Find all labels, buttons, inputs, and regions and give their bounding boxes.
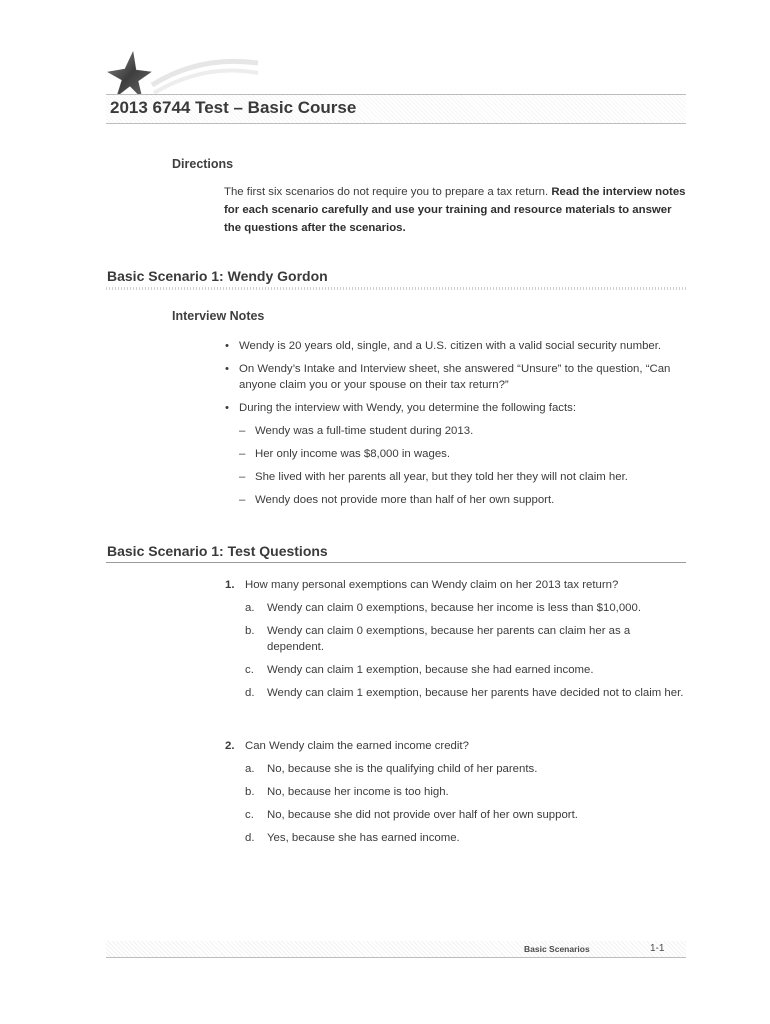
interview-notes (225, 338, 690, 515)
directions-heading: Directions (172, 157, 234, 171)
question-1: 1. How many personal exemptions can Wendy claim on her 2013 tax return? a. Wendy can claim 0 exemptions, because her income is less than $10,000. b. Wendy can claim 0 exemptions, because her parents can claim her as a dependent. c. Wendy can claim 1 exemption, because she had earned income. d. Wendy can claim 1 exemption, because her parents have decided not to claim her. (225, 577, 690, 708)
list-item: – Wendy does not provide more than half of her own support. (239, 494, 555, 506)
section-divider (106, 562, 686, 563)
footer-bar (106, 941, 686, 958)
notes-list (225, 338, 690, 416)
answer-option: a. Wendy can claim 0 exemptions, because her income is less than $10,000. (245, 602, 641, 614)
scenario-heading: Basic Scenario 1: Wendy Gordon (107, 268, 328, 284)
list-item: • During the interview with Wendy, you determine the following facts: (225, 402, 577, 414)
test-questions-heading: Basic Scenario 1: Test Questions (107, 543, 328, 559)
list-item: • On Wendy’s Intake and Interview sheet, she answered “Unsure” to the question, “Can anyone claim you or your spouse on their tax return?” (225, 363, 671, 391)
directions-text-bold: Read the interview notes for each scenario carefully and use your training and resource materials to answer the questions after the scenarios. (224, 186, 686, 234)
answer-option: b. No, because her income is too high. (245, 786, 449, 798)
page-number: 1-1 (650, 943, 665, 954)
facts-list (239, 423, 690, 508)
list-item: – Wendy was a full-time student during 2013. (239, 425, 474, 437)
answer-option: c. Wendy can claim 1 exemption, because she had earned income. (245, 664, 594, 676)
answer-option: c. No, because she did not provide over half of her own support. (245, 809, 578, 821)
interview-notes-heading: Interview Notes (172, 309, 265, 323)
page-title: 2013 6744 Test – Basic Course (110, 98, 357, 117)
answer-option: d. Yes, because she has earned income. (245, 832, 460, 844)
question-text: Can Wendy claim the earned income credit? (245, 740, 469, 752)
flag-swoosh-graphic (150, 55, 260, 95)
answer-option: a. No, because she is the qualifying child of her parents. (245, 763, 538, 775)
footer-section-label: Basic Scenarios (524, 944, 590, 954)
list-item: – She lived with her parents all year, but they told her they will not claim her. (239, 471, 628, 483)
answer-option: d. Wendy can claim 1 exemption, because her parents have decided not to claim her. (245, 687, 684, 699)
section-divider (106, 287, 686, 290)
question-text: How many personal exemptions can Wendy claim on her 2013 tax return? (245, 579, 619, 591)
answer-option: b. Wendy can claim 0 exemptions, because her parents can claim her as a dependent. (245, 625, 631, 653)
directions-text (224, 183, 689, 237)
directions-text-plain: The first six scenarios do not require you to prepare a tax return. (224, 186, 552, 198)
question-2: 2. Can Wendy claim the earned income credit? a. No, because she is the qualifying child of her parents. b. No, because her income is too high. c. No, because she did not provide over half of her own support. d. Yes, because she has earned income. (225, 738, 690, 853)
star-icon (106, 50, 152, 100)
list-item: – Her only income was $8,000 in wages. (239, 448, 451, 460)
list-item: • Wendy is 20 years old, single, and a U.S. citizen with a valid social security number. (225, 340, 662, 352)
